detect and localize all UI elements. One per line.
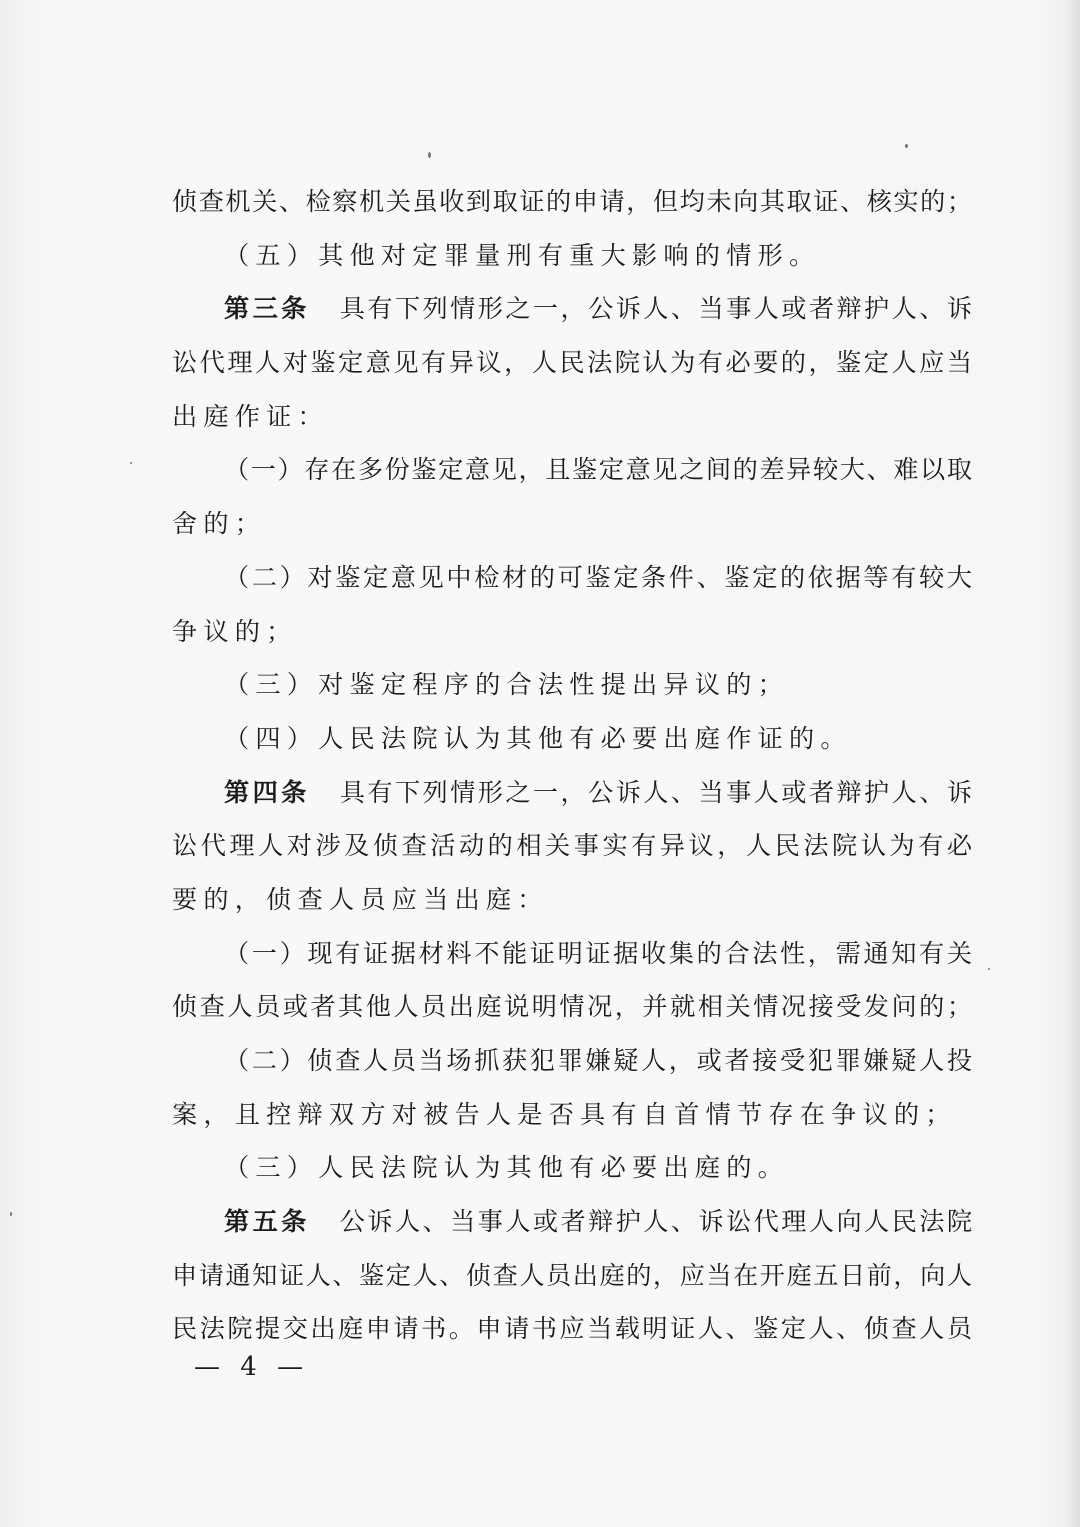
article-line: [172, 766, 972, 820]
text-line: [172, 1141, 972, 1195]
line-text: 舍的；: [172, 509, 267, 539]
line-text: 民法院提交出庭申请书。申请书应当载明证人、鉴定人、侦查人员: [172, 1314, 972, 1344]
text-line: [172, 336, 972, 390]
text-line: [172, 819, 972, 873]
line-text: （一）现有证据材料不能证明证据收集的合法性，需通知有关: [224, 938, 972, 968]
scan-speck: [988, 968, 990, 970]
line-text: 争议的；: [172, 616, 298, 646]
text-line: [172, 1249, 972, 1303]
text-line: [172, 229, 972, 283]
text-line: [172, 1088, 972, 1142]
line-text: （二）对鉴定意见中检材的可鉴定条件、鉴定的依据等有较大: [224, 562, 972, 592]
text-line: [172, 443, 972, 497]
line-text: 出庭作证：: [172, 401, 329, 431]
scan-speck: [428, 152, 431, 158]
line-text: 侦查机关、检察机关虽收到取证的申请，但均未向其取证、核实的；: [172, 187, 972, 216]
line-text: （二）侦查人员当场抓获犯罪嫌疑人，或者接受犯罪嫌疑人投: [224, 1046, 972, 1075]
article-heading: 第四条: [224, 777, 310, 807]
text-line: [172, 175, 972, 229]
line-text: （五）其他对定罪量刑有重大影响的情形。: [224, 240, 821, 270]
line-text: （一）存在多份鉴定意见，且鉴定意见之间的差异较大、难以取: [224, 455, 972, 485]
text-line: [172, 551, 972, 605]
text-line: [172, 980, 972, 1034]
line-text: 讼代理人对鉴定意见有异议，人民法院认为有必要的，鉴定人应当: [172, 348, 972, 378]
article-line: [172, 282, 972, 336]
line-text: 要的，侦查人员应当出庭：: [172, 884, 549, 914]
text-line: [172, 658, 972, 712]
scan-speck: [905, 144, 908, 148]
line-text: 具有下列情形之一，公诉人、当事人或者辩护人、诉: [339, 294, 973, 324]
text-line: [172, 497, 972, 551]
scan-edge-shadow: [1066, 0, 1080, 1527]
text-line: [172, 605, 972, 659]
line-text: 案，且控辩双方对被告人是否具有自首情节存在争议的；: [172, 1099, 957, 1129]
article-line: [172, 1195, 972, 1249]
article-heading: 第五条: [224, 1207, 310, 1237]
scan-speck: [130, 462, 132, 464]
line-text: （三）对鉴定程序的合法性提出异议的；: [224, 670, 789, 700]
page-number: — 4 —: [194, 1352, 310, 1382]
line-text: （四）人民法院认为其他有必要出庭作证的。: [224, 723, 852, 753]
line-text: 讼代理人对涉及侦查活动的相关事实有异议，人民法院认为有必: [172, 831, 972, 861]
document-body: [172, 175, 972, 1356]
line-text: 具有下列情形之一，公诉人、当事人或者辩护人、诉: [339, 777, 973, 807]
text-line: [172, 873, 972, 927]
line-text: （三）人民法院认为其他有必要出庭的。: [224, 1153, 789, 1183]
text-line: [172, 1034, 972, 1088]
line-text: 公诉人、当事人或者辩护人、诉讼代理人向人民法院: [339, 1207, 973, 1237]
text-line: [172, 390, 972, 444]
scan-speck: [10, 1212, 12, 1216]
article-heading: 第三条: [224, 294, 310, 324]
line-text: 侦查人员或者其他人员出庭说明情况，并就相关情况接受发问的；: [172, 992, 972, 1022]
text-line: [172, 1302, 972, 1356]
line-text: 申请通知证人、鉴定人、侦查人员出庭的，应当在开庭五日前，向人: [172, 1260, 972, 1290]
text-line: [172, 927, 972, 981]
text-line: [172, 712, 972, 766]
